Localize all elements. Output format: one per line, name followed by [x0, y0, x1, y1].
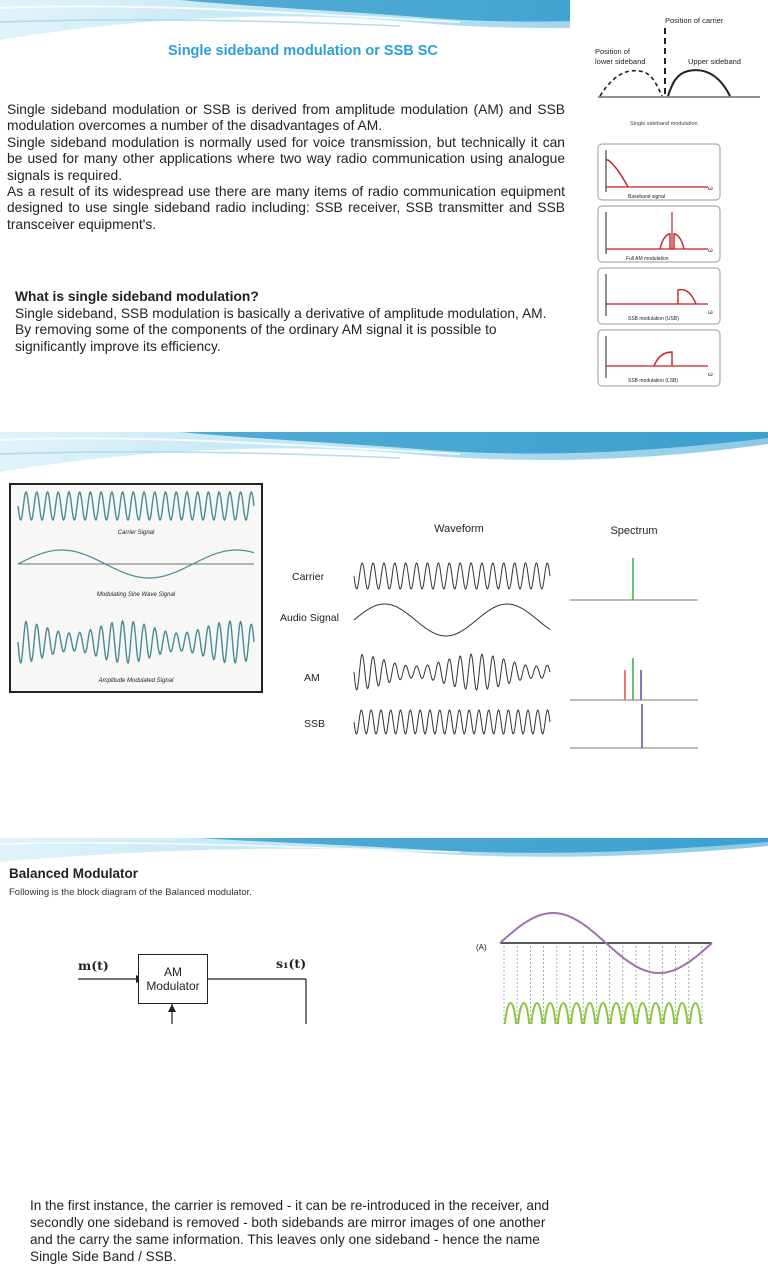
waveform-spectrum-figure [274, 514, 768, 754]
upper-sideband-label: Upper sideband [688, 57, 741, 66]
panel-label-lsb: SSB modulation (LSB) [628, 378, 679, 384]
balanced-modulator-title: Balanced Modulator [9, 866, 139, 881]
sideband-position-figure [570, 0, 768, 135]
lower-position-label-1: Position of [595, 47, 631, 56]
lower-position-label-2: lower sideband [595, 57, 646, 66]
svg-text:ω: ω [708, 310, 713, 316]
row-label-am: AM [304, 672, 320, 684]
col-spectrum: Spectrum [610, 525, 658, 537]
row-label-ssb: SSB [304, 718, 326, 730]
slide-banner-decoration [0, 838, 768, 866]
am-waveform-figure [10, 484, 262, 692]
svg-text:ω: ω [708, 248, 713, 254]
row-label-audio: Audio Signal [280, 612, 339, 624]
rf-carrier-wave [354, 563, 550, 589]
row-label-carrier: Carrier [292, 571, 325, 583]
intro-line-3: As a result of its widespread use there are many items of radio communication equipment designed to use single sideband radio including: SSB receiver, SSB transmitter and SSB transceiver equipment's. [7, 184, 565, 232]
panel-label-full-am: Full AM modulation [626, 256, 669, 262]
panel-ssb-lsb [598, 330, 720, 386]
intro-line-2: Single sideband modulation is normally used for voice transmission, but technically it can be used for many other applications where two way radio communication using analogue signals is required. [7, 134, 565, 183]
panel-label-usb: SSB modulation (USB) [628, 316, 679, 322]
slide-title: Single sideband modulation or SSB SC [168, 43, 438, 59]
question-heading: What is single sideband modulation? [15, 289, 259, 304]
panel-ssb-usb [598, 268, 720, 324]
panel-baseband [598, 144, 720, 200]
output-signal-label: s₁(t) [276, 956, 307, 971]
input-signal-label: m(t) [78, 958, 109, 973]
carrier-removed-paragraph: In the first instance, the carrier is removed - it can be re-introduced in the receiver, and secondly one sideband is removed - both sidebands are mirror images of one another and the carry the same information. This leaves only one sideband - hence the name Single Side Band / SSB. [30, 1198, 550, 1264]
balanced-modulator-subtitle: Following is the block diagram of the Balanced modulator. [9, 887, 252, 898]
slide-ssb-intro [0, 0, 768, 410]
panel-label-baseband: Baseband signal [628, 194, 665, 200]
question-body: Single sideband, SSB modulation is basically a derivative of amplitude modulation, AM. By removing some of the components of the ordinary AM signal it is possible to significantly improve its efficiency. [15, 306, 547, 354]
carrier-caption: Carrier Signal [117, 530, 155, 536]
rf-ssb-wave [354, 710, 550, 734]
am-block-line2: Modulator [146, 979, 200, 993]
am-modulator-block [138, 954, 208, 1004]
intro-line-1: Single sideband modulation or SSB is derived from amplitude modulation (AM) and SSB modulation overcomes a number of the disadvantages of AM. [7, 102, 565, 134]
svg-text:ω: ω [708, 186, 713, 192]
modulating-caption: Modulating Sine Wave Signal [96, 592, 176, 598]
am-caption: Amplitude Modulated Signal [98, 678, 174, 684]
carrier-pulses [505, 1003, 701, 1024]
slide-banner-decoration [0, 432, 768, 482]
rf-audio-wave [354, 604, 550, 636]
rf-am-wave [354, 654, 550, 690]
sideband-caption: Single sideband modulation [630, 121, 698, 127]
col-waveform: Waveform [434, 523, 484, 535]
intro-paragraph [7, 102, 565, 233]
balanced-waveform-figure [470, 898, 720, 1024]
carrier-arrow-icon [168, 1004, 176, 1012]
panel-full-am [598, 206, 720, 262]
carrier-position-label: Position of carrier [665, 16, 724, 25]
svg-text:ω: ω [708, 372, 713, 378]
am-block-line1: AM [164, 965, 182, 979]
fig-a-label: (A) [476, 943, 487, 952]
spectrum-panels [596, 140, 766, 392]
